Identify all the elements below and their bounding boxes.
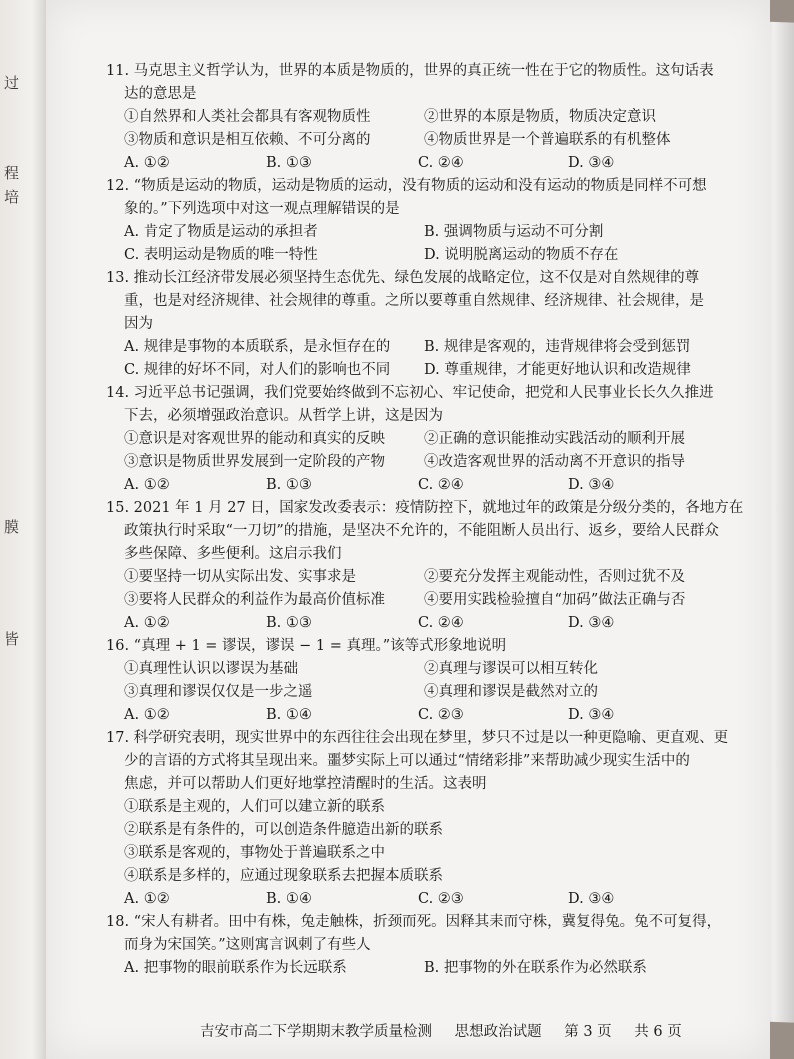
question-16 (106, 635, 756, 727)
question-13 (106, 267, 756, 382)
stem-line: 多些保障、多些便利。这启示我们 (124, 546, 342, 562)
option: B. 强调物质与运动不可分割 (424, 224, 604, 240)
question-stem (106, 497, 756, 566)
stem-line: 14. 习近平总书记强调，我们党要始终做到不忘初心、牢记使命，把党和人民事业长长久久推进 (106, 385, 714, 401)
answer-choice: C. ②③ (418, 891, 464, 907)
options (106, 658, 756, 704)
question-stem (106, 635, 756, 658)
answer-choice: C. ②③ (418, 707, 464, 723)
margin-char: 过 (4, 74, 20, 92)
stem-line: 下去，必须增强政治意识。从哲学上讲，这是因为 (124, 408, 443, 424)
stem-line: 政策执行时采取“一刀切”的措施，是坚决不允许的，不能阻断人员出行、返乡，要给人民群众 (124, 523, 719, 539)
answer-choice: B. ①③ (266, 615, 312, 631)
margin-char: 培 (4, 188, 20, 206)
option: ③联系是客观的，事物处于普遍联系之中 (124, 845, 385, 861)
option: ④物质世界是一个普遍联系的有机整体 (424, 132, 671, 148)
subject-title: 思想政治试题 (454, 1024, 542, 1040)
option: ③要将人民群众的利益作为最高价值标准 (124, 592, 385, 608)
page-number: 第 3 页 (564, 1024, 612, 1040)
question-stem (106, 911, 756, 957)
stem-line: 18. “宋人有耕者。田中有株，兔走触株，折颈而死。因释其耒而守株，冀复得兔。兔不可复得， (106, 914, 722, 930)
options (106, 566, 756, 612)
option: ②世界的本原是物质，物质决定意识 (424, 109, 656, 125)
stem-line: 16. “真理 + 1 = 谬误，谬误 − 1 = 真理。”该等式形象地说明 (106, 638, 507, 654)
stem-line: 象的。”下列选项中对这一观点理解错误的是 (124, 201, 400, 217)
option: ①真理性认识以谬误为基础 (124, 661, 298, 677)
answer-choice: D. ③④ (568, 615, 615, 631)
option: ④真理和谬误是截然对立的 (424, 684, 598, 700)
option: ①意识是对客观世界的能动和真实的反映 (124, 431, 385, 447)
answer-choice: A. ①② (124, 707, 170, 723)
answer-choice: B. ①④ (266, 891, 312, 907)
question-17 (106, 727, 756, 911)
option: B. 规律是客观的，违背规律将会受到惩罚 (424, 339, 691, 355)
question-11 (106, 60, 756, 175)
margin-char: 膜 (4, 518, 20, 536)
stem-line: 17. 科学研究表明，现实世界中的东西往往会出现在梦里，梦只不过是以一种更隐喻、更直观、更 (106, 730, 729, 746)
margin-char: 皆 (4, 630, 20, 648)
previous-page-strip (0, 0, 46, 1059)
question-stem (106, 60, 756, 106)
question-14 (106, 382, 756, 497)
stem-line: 15. 2021 年 1 月 27 日，国家发改委表示：疫情防控下，就地过年的政策是分级分类的，各地方在 (106, 500, 744, 516)
question-stem (106, 727, 756, 796)
question-18 (106, 911, 756, 980)
stem-line: 重，也是对经济规律、社会规律的尊重。之所以要尊重自然规律、经济规律、社会规律，是 (124, 293, 704, 309)
stem-line: 因为 (124, 316, 153, 332)
option: ④要用实践检验擅自“加码”做法正确与否 (424, 592, 686, 608)
exam-title: 吉安市高二下学期期末教学质量检测 (200, 1024, 432, 1040)
stem-line: 12. “物质是运动的物质，运动是物质的运动，没有物质的运动和没有运动的物质是同样不可想 (106, 178, 707, 194)
stem-line: 达的意思是 (124, 86, 197, 102)
answer-choice: D. ③④ (568, 155, 615, 171)
answer-choice: B. ①③ (266, 155, 312, 171)
page-footer (200, 1020, 700, 1041)
answer-choices (106, 888, 756, 911)
answer-choice: A. ①② (124, 155, 170, 171)
option: ②要充分发挥主观能动性，否则过犹不及 (424, 569, 685, 585)
question-stem (106, 267, 756, 336)
answer-choices (106, 474, 756, 497)
stem-line: 13. 推动长江经济带发展必须坚持生态优先、绿色发展的战略定位，这不仅是对自然规律的尊 (106, 270, 700, 286)
answer-choices (106, 704, 756, 727)
question-stem (106, 382, 756, 428)
option: ④改造客观世界的活动离不开意识的指导 (424, 454, 685, 470)
option: ①联系是主观的，人们可以建立新的联系 (124, 799, 385, 815)
answer-choice: C. ②④ (418, 477, 464, 493)
question-list (106, 60, 756, 980)
answer-choice: D. ③④ (568, 707, 615, 723)
option: ②真理与谬误可以相互转化 (424, 661, 598, 677)
option: A. 规律是事物的本质联系，是永恒存在的 (124, 339, 391, 355)
option: A. 把事物的眼前联系作为长远联系 (124, 960, 347, 976)
options (106, 221, 756, 267)
option: A. 肯定了物质是运动的承担者 (124, 224, 318, 240)
option: ②联系是有条件的，可以创造条件臆造出新的联系 (124, 822, 443, 838)
option: ③物质和意识是相互依赖、不可分离的 (124, 132, 371, 148)
answer-choice: B. ①④ (266, 707, 312, 723)
answer-choices (106, 152, 756, 175)
answer-choice: D. ③④ (568, 891, 615, 907)
option: D. 尊重规律，才能更好地认识和改造规律 (424, 362, 691, 378)
option: ①要坚持一切从实际出发、实事求是 (124, 569, 356, 585)
options (106, 428, 756, 474)
answer-choice: D. ③④ (568, 477, 615, 493)
question-12 (106, 175, 756, 267)
options (106, 106, 756, 152)
option: B. 把事物的外在联系作为必然联系 (424, 960, 647, 976)
question-stem (106, 175, 756, 221)
options (106, 796, 756, 888)
option: ②正确的意识能推动实践活动的顺利开展 (424, 431, 685, 447)
option: C. 规律的好坏不同，对人们的影响也不同 (124, 362, 391, 378)
answer-choice: C. ②④ (418, 615, 464, 631)
page-total: 共 6 页 (634, 1024, 682, 1040)
question-15 (106, 497, 756, 635)
margin-char: 程 (4, 164, 20, 182)
option: C. 表明运动是物质的唯一特性 (124, 247, 318, 263)
option: ③真理和谬误仅仅是一步之遥 (124, 684, 313, 700)
answer-choice: C. ②④ (418, 155, 464, 171)
answer-choice: B. ①③ (266, 477, 312, 493)
answer-choice: A. ①② (124, 477, 170, 493)
stem-line: 而身为宋国笑。”这则寓言讽刺了有些人 (124, 937, 371, 953)
options (106, 336, 756, 382)
option: ③意识是物质世界发展到一定阶段的产物 (124, 454, 385, 470)
option: ①自然界和人类社会都具有客观物质性 (124, 109, 371, 125)
answer-choice: A. ①② (124, 891, 170, 907)
answer-choices (106, 612, 756, 635)
option: D. 说明脱离运动的物质不存在 (424, 247, 619, 263)
stem-line: 焦虑，并可以帮助人们更好地掌控清醒时的生活。这表明 (124, 776, 487, 792)
stem-line: 11. 马克思主义哲学认为，世界的本质是物质的，世界的真正统一性在于它的物质性。这句话表 (106, 63, 714, 79)
answer-choice: A. ①② (124, 615, 170, 631)
option: ④联系是多样的，应通过现象联系去把握本质联系 (124, 868, 443, 884)
exam-page (46, 0, 770, 1059)
options (106, 957, 756, 980)
stem-line: 少的言语的方式将其呈现出来。噩梦实际上可以通过“情绪彩排”来帮助减少现实生活中的 (124, 753, 690, 769)
